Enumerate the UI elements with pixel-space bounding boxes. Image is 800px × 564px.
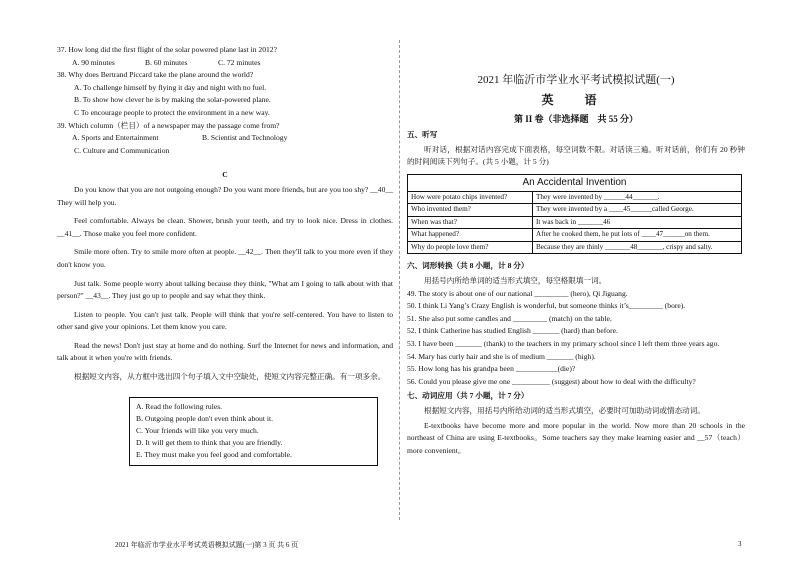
question-51: 51. She also put some candles and _________ (match) on the table. [407, 313, 612, 323]
table-answer: After he cooked them, he put lots of ____47______on them. [533, 229, 742, 242]
left-page-footer: 2021 年临沂市学业水平考试英语模拟试题(一)第 3 页 共 6 页 [115, 541, 299, 549]
q38-option-c: C To encourage people to protect the environment in a new way. [74, 107, 270, 117]
exam-title: 2021 年临沂市学业水平考试模拟试题(一) [477, 74, 675, 86]
table-question: What happened? [408, 229, 533, 242]
q38-option-a: A. To challenge himself by flying it day and night with no fuel. [74, 82, 267, 92]
question-54: 54. Mary has curly hair and she is of medium _______ (high). [407, 351, 596, 361]
section-6-instruction: 用括号内所给单词的适当形式填空，每空格限填一词。 [424, 276, 607, 286]
table-row [408, 241, 742, 254]
option-c: C. Your friends will like you very much. [136, 426, 259, 436]
table-row [408, 191, 742, 204]
table-row [408, 204, 742, 217]
table-question: How were potato chips invented? [408, 191, 533, 204]
task-instruction: 根据短文内容，从方框中选出四个句子填入文中空缺处，使短文内容完整正确。有一项多余。 [74, 372, 386, 382]
section-5-heading: 五、听写 [407, 130, 438, 140]
question-55: 55. How long has his grandpa been ___________(die)? [407, 364, 576, 374]
option-b: B. Outgoing people don't even think about it. [136, 413, 273, 423]
q37-option-c: C. 72 minutes [218, 57, 261, 67]
passage-paragraph-4: Just talk. Some people worry about talking because they think, "What am I going to talk about with that person?" __43__. They just go up to people and say what they think. [57, 278, 393, 301]
section-7-heading: 七、动词应用（共 7 小题，计 7 分） [407, 391, 529, 401]
question-49: 49. The story is about one of our national _________ (hero), Qi Jiguang. [407, 288, 628, 298]
table-answer: They were invented by a ____45______called George. [533, 204, 742, 217]
column-divider [399, 40, 400, 520]
dictation-table [407, 174, 742, 255]
option-a: A. Read the following rules. [136, 401, 223, 411]
question-50: 50. I think Li Yang’s Crazy English is wonderful, but someone thinks it’s_________ (bore). [407, 301, 686, 311]
question-38: 38. Why does Bertrand Piccard take the plane around the world? [57, 70, 254, 80]
table-row [408, 229, 742, 242]
section-5-instruction: 听对话，根据对话内容完成下面表格，每空词数不限。对话读三遍。听对话前，你们有 20 秒钟的时间阅读下列句子。(共 5 小题，计 5 分) [407, 144, 745, 167]
passage-paragraph-5: Listen to people. You can't just talk. People will think that you're self-centered. You have to listen to other sand give your opinions. Let them know you care. [57, 309, 393, 332]
table-answer: It was back in _______46 [533, 216, 742, 229]
q38-option-b: B. To show how clever he is by making the solar-powered plane. [74, 95, 271, 105]
right-page-number: 3 [738, 540, 742, 548]
section-7-passage: E-textbooks have become more and more popular in the world. Now more than 20 schools in the northeast of China are using E-textbooks。Some teachers say they make learning easier and __57（teach）more convenient。 [407, 420, 745, 455]
part-heading: 第 II 卷（非选择题 共 55 分） [513, 113, 638, 124]
table-question: Who invented them? [408, 204, 533, 217]
section-6-heading: 六、词形转换（共 8 小题，计 8 分） [407, 261, 529, 271]
table-answer: Because they are thinly _______48_______, crispy and salty. [533, 241, 742, 254]
passage-paragraph-3: Smile more often. Try to smile more often at people. __42__. Then they'll talk to you more even if they don't know you. [57, 247, 393, 269]
right-column [407, 72, 745, 457]
option-e: E. They must make you feel good and comfortable. [136, 450, 292, 460]
table-question: When was that? [408, 216, 533, 229]
table-question: Why do people love them? [408, 241, 533, 254]
subject-title: 英 语 [541, 93, 611, 107]
question-52: 52. I think Catherine has studied English _______ (hard) than before. [407, 326, 618, 336]
q39-option-c: C. Culture and Communication [74, 145, 170, 155]
q39-option-b: B. Scientist and Technology [202, 133, 288, 143]
table-answer: They were invented by ______44_______. [533, 191, 742, 204]
table-title: An Accidental Invention [408, 174, 742, 191]
question-37: 37. How long did the first flight of the solar powered plane last in 2012? [57, 45, 277, 54]
section-7-instruction: 根据短文内容，用括号内所给动词的适当形式填空，必要时可加助动词或情态动词。 [424, 406, 705, 415]
q39-option-a: A. Sports and Entertainment [72, 133, 159, 143]
passage-paragraph-2: Feel comfortable. Always be clean. Shower, brush your teeth, and try to look nice. Dress in clothes. __41__. Those make you feel more confident. [57, 216, 393, 238]
section-c-heading: C [222, 170, 228, 180]
q37-option-a: A. 90 minutes [72, 57, 115, 67]
passage-paragraph-6: Read the news! Don't just stay at home and do nothing. Surf the Internet for news and information, and talk about it when you're with friends. [57, 340, 393, 363]
table-row [408, 216, 742, 229]
options-box [129, 397, 378, 466]
question-53: 53. I have been _______ (thank) to the teachers in my primary school since I left them three years ago. [407, 339, 720, 349]
question-39: 39. Which column（栏目）of a newspaper may the passage come from? [57, 120, 280, 130]
q37-option-b: B. 60 minutes [145, 57, 188, 67]
left-column [57, 44, 393, 466]
q39-options [57, 132, 393, 145]
question-56: 56. Could you please give me one __________ (suggest) about how to deal with the difficulty? [407, 376, 696, 386]
q37-options [57, 57, 393, 70]
option-d: D. It will get them to think that you are friendly. [136, 438, 283, 448]
passage-paragraph-1: Do you know that you are not outgoing enough? Do you want more friends, but are you too shy? __40__ They will help you. [57, 184, 393, 207]
